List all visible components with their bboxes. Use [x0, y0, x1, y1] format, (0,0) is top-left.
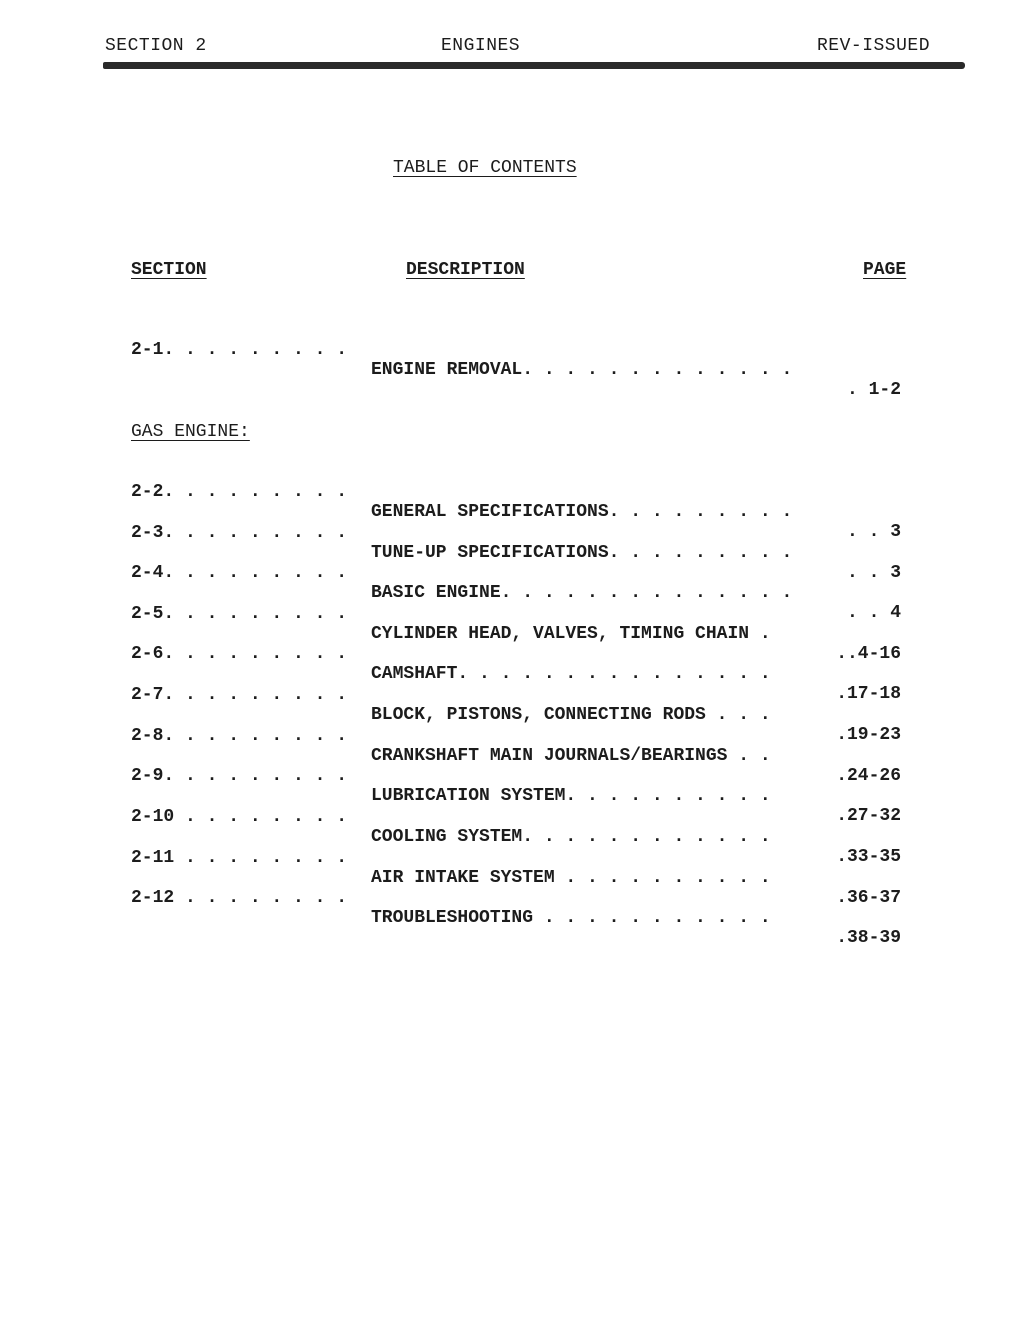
- toc-entry-page: .36-37: [836, 888, 901, 908]
- toc-entry-page: . . 4: [846, 603, 901, 623]
- toc-entry-page: . . 3: [846, 563, 901, 583]
- header-section-label: SECTION 2: [105, 36, 207, 56]
- toc-entry: [131, 320, 901, 400]
- header-revision-label: REV-ISSUED: [817, 36, 931, 56]
- toc-entry-section: 2-11 . . . . . . . .: [131, 848, 348, 868]
- toc-entry-section: 2-5. . . . . . . . .: [131, 604, 348, 624]
- toc-entry-page: . . 3: [846, 522, 901, 542]
- toc-entry-section: 2-1. . . . . . . . .: [131, 340, 348, 360]
- toc-entry-page: .38-39: [836, 928, 901, 948]
- toc-entry-description: CYLINDER HEAD, VALVES, TIMING CHAIN .: [371, 624, 771, 644]
- toc-entry-page: . 1-2: [846, 380, 901, 400]
- toc-entry-page: .24-26: [836, 766, 901, 786]
- toc-entry-description: BASIC ENGINE. . . . . . . . . . . . . .: [371, 583, 793, 603]
- header-chapter-title: ENGINES: [441, 36, 521, 56]
- toc-entry-description: CAMSHAFT. . . . . . . . . . . . . . .: [371, 664, 771, 684]
- toc-entry-description: COOLING SYSTEM. . . . . . . . . . . .: [371, 827, 771, 847]
- toc-entry-description: LUBRICATION SYSTEM. . . . . . . . . .: [371, 786, 771, 806]
- toc-entry-description: GENERAL SPECIFICATIONS. . . . . . . . .: [371, 502, 793, 522]
- toc-entry-description: CRANKSHAFT MAIN JOURNALS/BEARINGS . .: [371, 746, 771, 766]
- toc-entry-section: 2-3. . . . . . . . .: [131, 523, 348, 543]
- column-header-section: SECTION: [131, 260, 207, 280]
- page-title: TABLE OF CONTENTS: [393, 158, 577, 178]
- toc-entry-section: 2-12 . . . . . . . .: [131, 888, 348, 908]
- toc-entry-description: TUNE-UP SPECIFICATIONS. . . . . . . . .: [371, 543, 793, 563]
- column-header-description: DESCRIPTION: [406, 260, 525, 280]
- toc-entry-page: .27-32: [836, 806, 901, 826]
- toc-entry-page: ..4-16: [836, 644, 901, 664]
- toc-entry-page: .19-23: [836, 725, 901, 745]
- toc-entry-section: 2-8. . . . . . . . .: [131, 726, 348, 746]
- toc-entry-page: .17-18: [836, 684, 901, 704]
- toc-entry-section: 2-7. . . . . . . . .: [131, 685, 348, 705]
- toc-entry-description: TROUBLESHOOTING . . . . . . . . . . .: [371, 908, 771, 928]
- toc-entry-page: .33-35: [836, 847, 901, 867]
- toc-entry-section: 2-2. . . . . . . . .: [131, 482, 348, 502]
- header-rule: [103, 62, 965, 69]
- column-header-page: PAGE: [863, 260, 907, 280]
- gas-engine-subheading: GAS ENGINE:: [131, 422, 250, 442]
- toc-entry-section: 2-4. . . . . . . . .: [131, 563, 348, 583]
- toc-entry-description: AIR INTAKE SYSTEM . . . . . . . . . .: [371, 868, 771, 888]
- toc-entry-description: BLOCK, PISTONS, CONNECTING RODS . . .: [371, 705, 771, 725]
- toc-entry-section: 2-9. . . . . . . . .: [131, 766, 348, 786]
- toc-entry-description: ENGINE REMOVAL. . . . . . . . . . . . .: [371, 360, 793, 380]
- toc-entry-section: 2-10 . . . . . . . .: [131, 807, 348, 827]
- toc-entry-section: 2-6. . . . . . . . .: [131, 644, 348, 664]
